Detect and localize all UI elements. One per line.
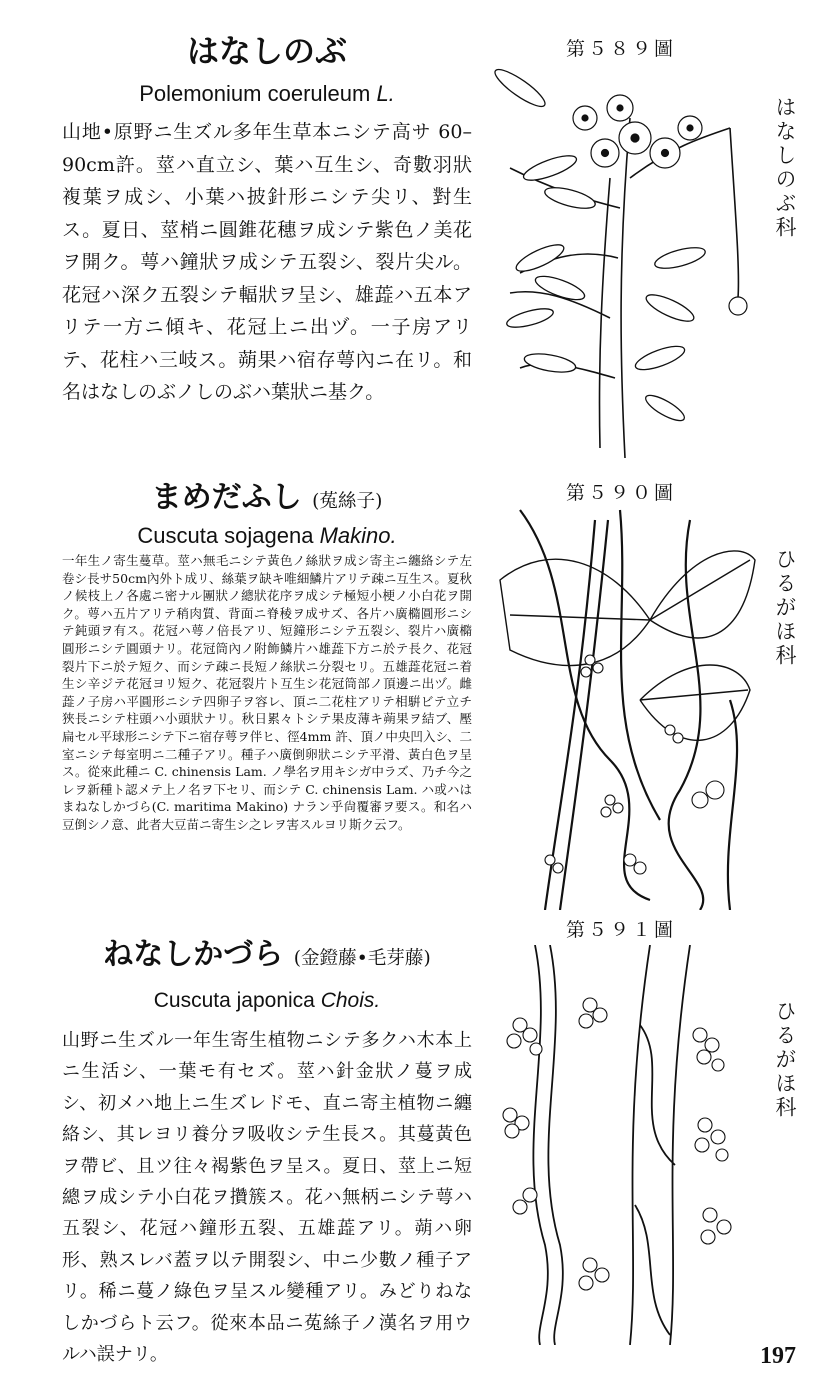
family-label: ひるがほ科 [773,548,797,668]
family-label: ひるがほ科 [773,1000,797,1120]
cuscuta-sojagena-illustration [490,500,760,910]
cuscuta-japonica-illustration [490,945,760,1345]
title-kana: まめだふし [151,480,302,515]
entry-description: 山地•原野ニ生ズル多年生草本ニシテ高サ 60–90cm許。莖ハ直立シ、葉ハ互生シ、奇數羽狀複葉ヲ成シ、小葉ハ披針形ニシテ尖リ、對生ス。夏日、莖梢ニ圓錐花穗ヲ成シテ紫色ノ美花ヲ開ク。萼ハ鐘狀ヲ成シテ五裂シ、裂片尖ル。花冠ハ深ク五裂シテ輻狀ヲ呈シ、雄蕋ハ五本アリテ一方ニ傾キ、花冠上ニ出ヅ。一子房アリテ、花柱ハ三岐ス。蒴果ハ宿存萼內ニ在リ。和名はなしのぶノしのぶハ葉狀ニ基ク。 [62,121,472,403]
entry-title [62,30,472,72]
title-kana: ねなしかづら [103,937,284,972]
latin-author: L. [376,81,395,106]
latin-author: Makino. [319,523,397,548]
entry-polemonium [62,30,472,409]
latin-name [62,985,472,1017]
entry-description: 山野ニ生ズル一年生寄生植物ニシテ多クハ木本上ニ生活シ、一葉モ有セズ。莖ハ針金狀ノ蔓ヲ成シ、初メハ地上ニ生ズレドモ、直ニ寄主植物ニ纏絡シ、其レヨリ養分ヲ吸收シテ生長ス。其蔓黃色ヲ帶ビ、且ツ往々褐紫色ヲ呈ス。夏日、莖上ニ短總ヲ成シテ小白花ヲ攢簇ス。花ハ無柄ニシテ萼ハ五裂シ、花冠ハ鐘形五裂、五雄蕋アリ。蒴ハ卵形、熟スレバ蓋ヲ以テ開裂シ、中ニ少數ノ種子アリ。稀ニ蔓ノ綠色ヲ呈スル變種アリ。みどりねなしかづらト云フ。從來本品ニ菟絲子ノ漢名ヲ用ウルハ誤ナリ。 [62,1030,472,1366]
latin-binomial: Cuscuta sojagena [137,523,314,548]
polemonium-illustration [490,58,760,458]
page-number: 197 [760,1343,796,1369]
latin-binomial: Polemonium coeruleum [139,81,371,106]
latin-name [62,522,472,550]
latin-binomial: Cuscuta japonica [153,989,315,1012]
family-label: はなしのぶ科 [773,96,797,240]
title-kanji: (菟絲子) [312,491,383,512]
entry-description: 一年生ノ寄生蔓草。莖ハ無毛ニシテ黃色ノ絲狀ヲ成シ寄主ニ纏絡シテ左卷シ長サ50cm內外ト成リ、絲葉ヲ缺キ唯細鱗片アリテ疎ニ互生ス。夏秋ノ候枝上ノ各處ニ密ナル團狀ノ總狀花序ヲ成シテ極短小梗ノ小白花ヲ開ク。萼ハ五片アリテ稍肉質、背面ニ脊稜ヲ成サズ、各片ハ廣橢圓形ニシテ鈍頭ヲ有ス。花冠ハ萼ノ倍長アリ、短鐘形ニシテ五裂シ、裂片ハ廣橢圓形ニシテ圓頭ナリ。花冠筒內ノ附飾鱗片ハ雄蕋下方ニ於テ長ク、花冠裂片下ニ於テ短ク、而シテ疎ニ長短ノ絲狀ニ分裂セリ。五雄蕋花冠ニ着生シ辛ジテ花冠ヨリ短ク、花冠裂片ト互生シ花冠筒部ノ頂邊ニ出ヅ。雌蕋ノ子房ハ平圓形ニシテ四卵子ヲ容レ、頂ニ二花柱アリテ相騈ビテ立チ狹長ニシテ柱頭ハ小頭狀ナリ。秋日累々トシテ果皮薄キ蒴果ヲ結ブ、壓扁セル平球形ニシテ下ニ宿存萼ヲ伴ヒ、徑4mm 許、頂ノ中央凹入シ、二室ニシテ每室明ニ二種子アリ。種子ハ廣倒卵狀ニシテ平滑、黃白色ヲ呈ス。從來此種ニ C. chinensis Lam. ノ學名ヲ用キシガ中ラズ、乃チ今之レヲ新種ト認メテ上ノ名ヲ下セリ、而シテ C. chinensis Lam. ハ或ハはまねなしかづら(C. maritima Makino) ナラン乎尙覆審ヲ要ス。和名ハ豆倒シノ意、此者大豆苗ニ寄生シ之レヲ害スルヨリ斯ク云フ。 [62,553,472,832]
entry-cuscuta-japonica [62,935,472,1370]
entry-cuscuta-sojagena [62,478,472,834]
latin-name [62,78,472,110]
latin-author: Chois. [320,989,381,1012]
entry-title [62,935,472,979]
title-kana: はなしのぶ [186,32,347,70]
entry-title [62,478,472,522]
figure-number: 第５９１圖 [566,919,677,941]
figure-number: 第５８９圖 [566,38,677,60]
title-kanji: (金鐙藤•毛芽藤) [293,948,431,969]
figure-number: 第５９０圖 [566,482,677,504]
